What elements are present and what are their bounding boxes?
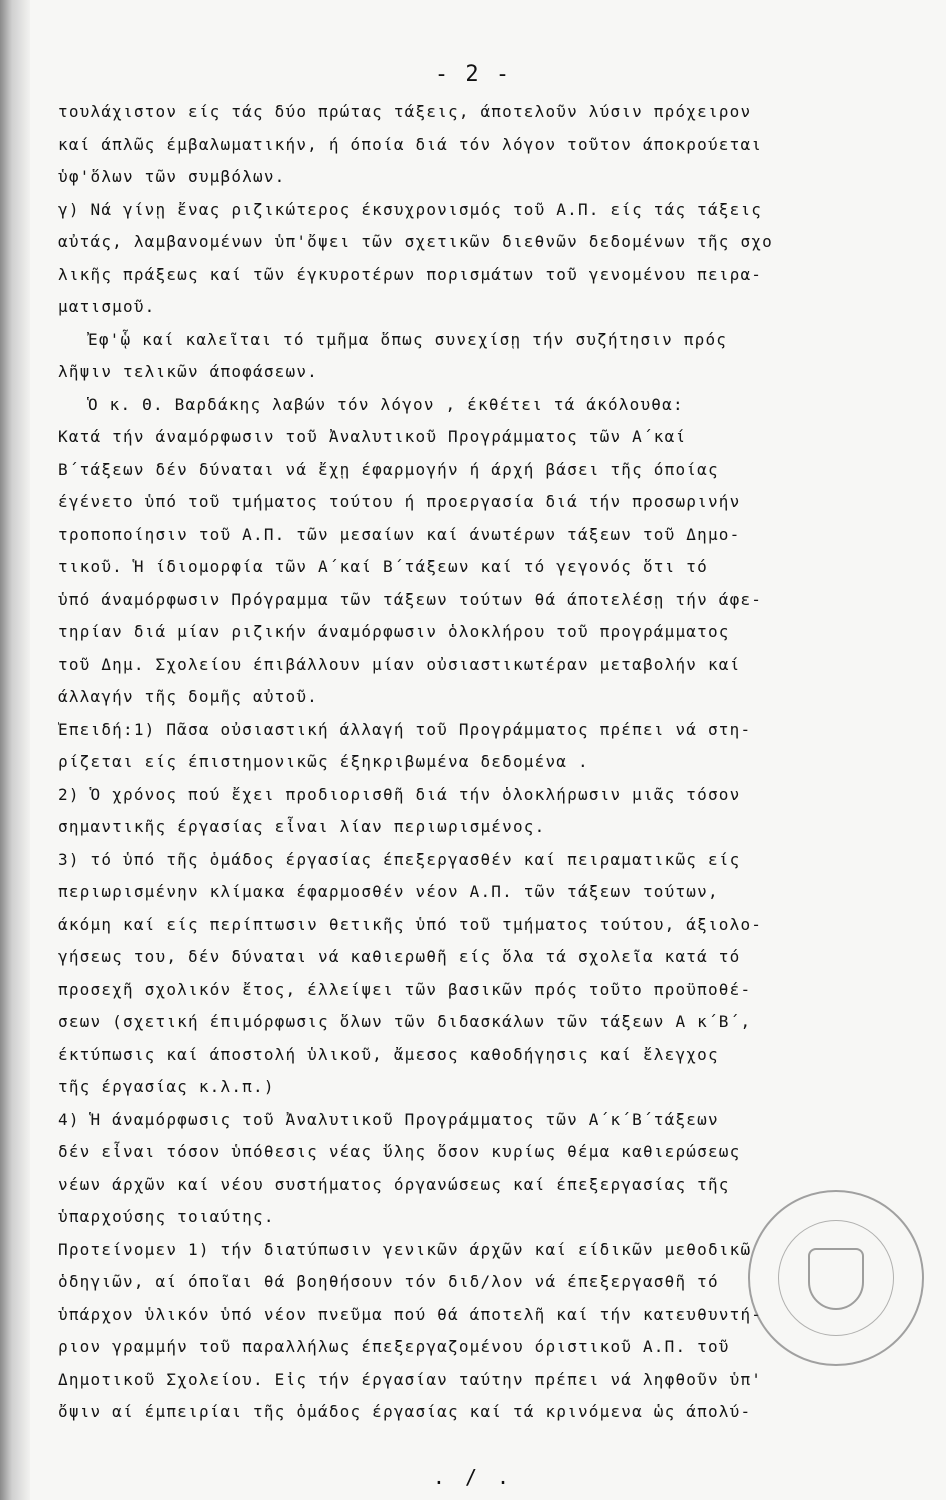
coat-of-arms-icon	[808, 1248, 864, 1310]
text-line: δέν εἶναι τόσον ὑπόθεσις νέας ὕλης ὅσον κυρίως θέμα καθιερώσεως	[58, 1142, 741, 1161]
text-line: τηρίαν διά μίαν ριζικήν άναμόρφωσιν ὁλοκλήρου τοῦ προγράμματος	[58, 622, 730, 641]
text-line: άλλαγήν τῆς δομῆς αὐτοῦ.	[58, 687, 318, 706]
text-line: ὑφ'ὅλων τῶν συμβόλων.	[58, 167, 286, 186]
text-line: ριον γραμμήν τοῦ παραλλήλως έπεξεργαζομένου όριστικοῦ Α.Π. τοῦ	[58, 1337, 730, 1356]
text-line: Ἐφ'ᾧ καί καλεῖται τό τμῆμα ὅπως συνεχίσῃ τήν συζήτησιν πρός	[88, 329, 728, 349]
text-line: Ἐπειδή:1) Πᾶσα οὐσιαστική άλλαγή τοῦ Προγράμματος πρέπει νά στη-	[58, 719, 752, 739]
text-line: ὑπάρχον ὑλικόν ὑπό νέον πνεῦμα πού θά άποτελῆ καί τήν κατευθυντή-	[58, 1304, 763, 1324]
page-number: - 2 -	[434, 62, 512, 87]
text-line: ὄψιν αί έμπειρίαι τῆς ὁμάδος έργασίας καί τά κρινόμενα ὡς άπολύ-	[58, 1402, 752, 1421]
official-seal-stamp	[748, 1190, 924, 1366]
text-line: γ) Νά γίνῃ ἔνας ριζικώτερος έκσυχρονισμός τοῦ Α.Π. είς τάς τάξεις	[58, 199, 763, 219]
text-line: 2) Ὁ χρόνος πού ἔχει προδιορισθῆ διά τήν ὁλοκλήρωσιν μιᾶς τόσον	[58, 784, 741, 804]
text-line: ὑπό άναμόρφωσιν Πρόγραμμα τῶν τάξεων τούτων θά άποτελέσῃ τήν άφε-	[58, 589, 763, 609]
text-line: γήσεως του, δέν δύναται νά καθιερωθῆ είς ὅλα τά σχολεῖα κατά τό	[58, 947, 741, 966]
text-line: 4) Ἡ άναμόρφωσις τοῦ Ἀναλυτικοῦ Προγράμματος τῶν Α΄κ΄Β΄τάξεων	[58, 1109, 719, 1129]
text-line: λικῆς πράξεως καί τῶν έγκυροτέρων πορισμάτων τοῦ γενομένου πειρα-	[58, 264, 763, 284]
continuation-mark: . / .	[432, 1465, 514, 1489]
text-line: τῆς έργασίας κ.λ.π.)	[58, 1077, 275, 1096]
text-line: αὐτάς, λαμβανομένων ὑπ'ὄψει τῶν σχετικῶν διεθνῶν δεδομένων τῆς σχο	[58, 232, 773, 251]
text-line: λῆψιν τελικῶν άποφάσεων.	[58, 362, 318, 381]
text-line: περιωρισμένην κλίμακα έφαρμοσθέν νέον Α.Π. τῶν τάξεων τούτων,	[58, 882, 719, 901]
text-line: νέων άρχῶν καί νέου συστήματος όργανώσεως καί έπεξεργασίας τῆς	[58, 1174, 730, 1194]
text-line: σημαντικῆς έργασίας εἶναι λίαν περιωρισμένος.	[58, 817, 546, 836]
text-line: Δημοτικοῦ Σχολείου. Εἰς τήν έργασίαν ταύτην πρέπει νά ληφθοῦν ὑπ'	[58, 1369, 763, 1389]
text-line: τουλάχιστον είς τάς δύο πρώτας τάξεις, άποτελοῦν λύσιν πρόχειρον	[58, 102, 752, 121]
text-line: Κατά τήν άναμόρφωσιν τοῦ Ἀναλυτικοῦ Προγράμματος τῶν Α΄καί	[58, 427, 687, 446]
text-line: ὑπαρχούσης τοιαύτης.	[58, 1207, 275, 1226]
text-line: τικοῦ. Ἡ ίδιομορφία τῶν Α΄καί Β΄τάξεων καί τό γεγονός ὅτι τό	[58, 557, 708, 576]
text-line: Β΄τάξεων δέν δύναται νά ἔχῃ έφαρμογήν ή άρχή βάσει τῆς όποίας	[58, 459, 719, 479]
text-line: καί άπλῶς έμβαλωματικήν, ή όποία διά τόν λόγον τοῦτον άποκρούεται	[58, 134, 763, 154]
text-line: προσεχῆ σχολικόν ἔτος, έλλείψει τῶν βασικῶν πρός τοῦτο προϋποθέ-	[58, 979, 752, 999]
text-line: τροποποίησιν τοῦ Α.Π. τῶν μεσαίων καί άνωτέρων τάξεων τοῦ Δημο-	[58, 524, 741, 544]
text-line: τοῦ Δημ. Σχολείου έπιβάλλουν μίαν οὐσιαστικωτέραν μεταβολήν καί	[58, 654, 741, 674]
text-line: ρίζεται είς έπιστημονικῶς έξηκριβωμένα δεδομένα .	[58, 752, 589, 771]
text-line: έγένετο ὑπό τοῦ τμήματος τούτου ή προεργασία διά τήν προσωρινήν	[58, 492, 741, 511]
text-line: 3) τό ὑπό τῆς ὁμάδος έργασίας έπεξεργασθέν καί πειραματικῶς είς	[58, 849, 741, 869]
text-line: Ὁ κ. Θ. Βαρδάκης λαβών τόν λόγον , έκθέτει τά άκόλουθα:	[88, 394, 684, 414]
scan-edge-shadow	[0, 0, 30, 1500]
text-line: σεων (σχετική έπιμόρφωσις ὅλων τῶν διδασκάλων τῶν τάξεων Α κ΄Β΄,	[58, 1012, 752, 1031]
text-line: άκόμη καί είς περίπτωσιν θετικῆς ὑπό τοῦ τμήματος τούτου, άξιολο-	[58, 914, 763, 934]
text-line: ματισμοῦ.	[58, 297, 156, 316]
text-line: Προτείνομεν 1) τήν διατύπωσιν γενικῶν άρχῶν καί είδικῶν μεθοδικῶ	[58, 1239, 752, 1259]
text-line: έκτύπωσις καί άποστολή ὑλικοῦ, ἄμεσος καθοδήγησις καί ἔλεγχος	[58, 1044, 719, 1064]
text-line: ὁδηγιῶν, αί όποῖαι θά βοηθήσουν τόν διδ/λον νά έπεξεργασθῆ τό	[58, 1272, 719, 1291]
